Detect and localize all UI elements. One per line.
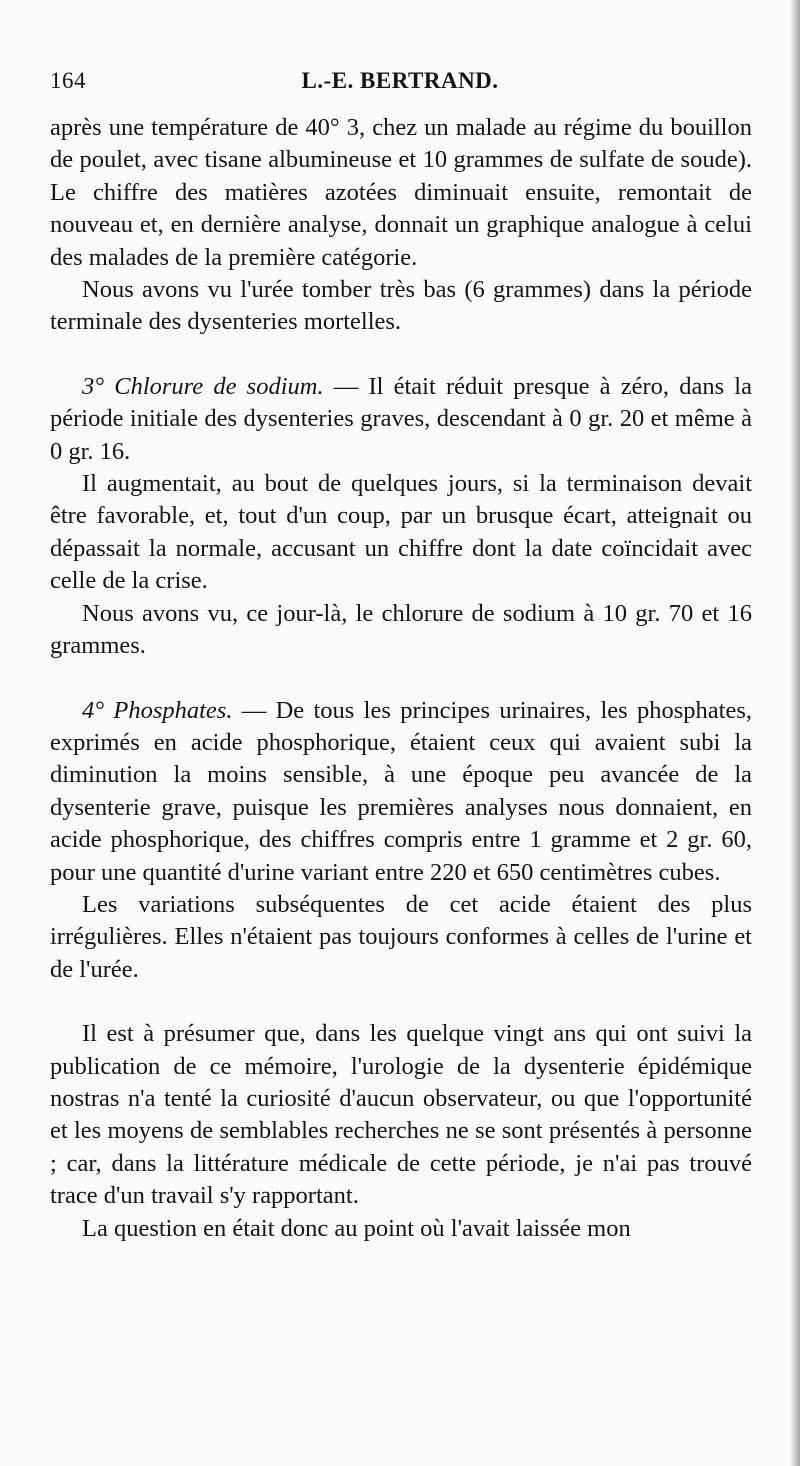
paragraph-continuation: après une température de 40° 3, chez un malade au régime du bouillon de poulet, avec tisane albumineuse et 10 grammes de sulfate de soude). Le chiffre des matières azotées diminuait ensuite, remontait de nouveau et, en dernière analyse, donnait un graphique analogue à celui des malades de la première catégorie. xyxy=(50,114,752,271)
paragraph-uree: Nous avons vu l'urée tomber très bas (6 grammes) dans la période terminale des dysenteries mortelles. xyxy=(50,276,752,336)
running-head: L.-E. BERTRAND. xyxy=(301,68,499,93)
paragraph-question: La question en était donc au point où l'avait laissée mon xyxy=(82,1214,631,1242)
page-number: 164 xyxy=(50,68,86,93)
heading-dash: — xyxy=(323,372,369,400)
section-heading-phosphates: 4° Phosphates. xyxy=(82,696,233,724)
paragraph-chlorure-crise: Nous avons vu, ce jour-là, le chlorure de sodium à 10 gr. 70 et 16 grammes. xyxy=(50,599,752,660)
paragraph-phosphates-intro xyxy=(50,695,752,889)
body-text xyxy=(50,112,752,1245)
paragraph-chlorure-augmentation: Il augmentait, au bout de quelques jours, si la terminaison devait être favorable, et, tout d'un coup, par un brusque écart, atteignait ou dépassait la normale, accusant un chiffre dont la date coïncidait avec celle de la crise. xyxy=(50,470,752,595)
paragraph-phosphates-text: De tous les principes urinaires, les phosphates, exprimés en acide phosphorique, étaient ceux qui avaient subi la diminution la moins sensible, à une époque peu avancée de la dysenterie grave, puisque les premières analyses nous donnaient, en acide phosphorique, des chiffres compris entre 1 gramme et 2 gr. 60, pour une quantité d'urine variant entre 220 et 650 centimètres cubes. xyxy=(50,696,753,886)
page-header xyxy=(50,68,750,96)
paragraph-chlorure-intro xyxy=(50,371,752,468)
page-edge-shadow xyxy=(790,0,800,1466)
paragraph-presumer: Il est à présumer que, dans les quelque vingt ans qui ont suivi la publication de ce mémoire, l'urologie de la dysenterie épidémique nostras n'a tenté la curiosité d'aucun observateur, ou que l'opportunité et les moyens de semblables recherches ne se sont présentés à personne ; car, dans la littérature médicale de cette période, je n'ai pas trouvé trace d'un travail s'y rapportant. xyxy=(50,1020,752,1210)
section-heading-chlorure: 3° Chlorure de sodium. xyxy=(82,372,324,400)
paragraph-phosphates-variations: Les variations subséquentes de cet acide étaient des plus irrégulières. Elles n'étaient pas toujours conformes à celles de l'urine et de l'urée. xyxy=(50,890,752,983)
paragraph-chlorure-text: Il était réduit presque à zéro, dans la période initiale des dysenteries graves, descendant à 0 gr. 20 et même à 0 gr. 16. xyxy=(50,372,752,465)
heading-dash: — xyxy=(232,696,276,724)
